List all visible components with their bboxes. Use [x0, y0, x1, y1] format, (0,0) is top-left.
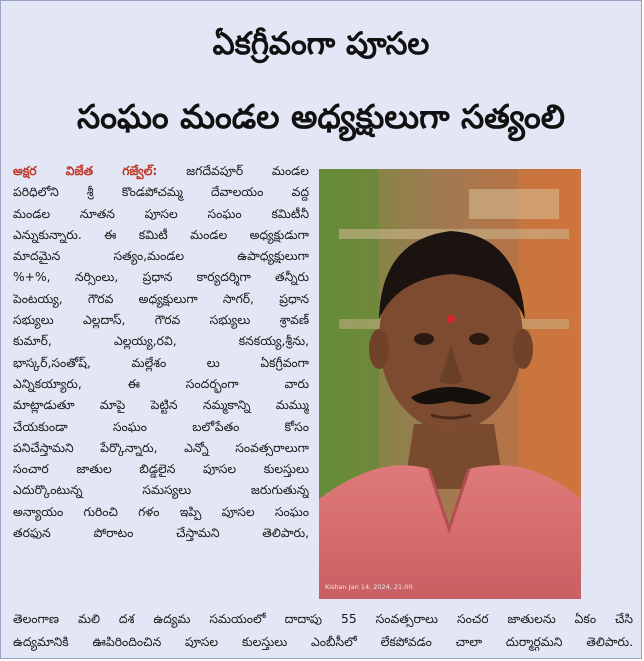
body-line: పెంటయ్య, గౌరవ అధ్యక్షులుగా సాగర్, ప్రధాన	[13, 291, 309, 306]
body-line: చేయకుండా సంఘం బలోపేతం కోసం	[13, 419, 309, 434]
body-full-line: ఉద్యమానికి ఊపిరిందించిన పూసల కులస్తులు ఎంబీసీలో లేకపోవడం చాలా దుర్మార్గమని తెలిపారు.	[13, 635, 633, 649]
body-line: తరఫున పోరాటం చేస్తామని తెలిపారు,	[13, 526, 309, 541]
body-line: పనిచేస్తామని పేర్కొన్నారు, ఎన్నో సంవత్సరాలుగా	[13, 440, 309, 455]
body-line: సంచార జాతుల బిడ్డలైన పూసల కులస్తులు	[13, 462, 309, 477]
body-line: ఎన్నికయ్యారు, ఈ సందర్భంగా వారు	[13, 376, 309, 391]
body-line: మండల నూతన పూసల సంఘం కమిటీనీ	[13, 206, 309, 221]
headline-line-2: సంఘం మండల అధ్యక్షులుగా సత్యంలి	[77, 97, 565, 136]
body-line: పరిధిలోని శ్రీ కొండపోచమ్మ దేవాలయం వద్ద	[13, 185, 309, 200]
article-body-column	[13, 161, 309, 544]
body-line: ఎదుర్కొంటున్న సమస్యలు జరుగుతున్న	[13, 483, 309, 498]
body-line-text: జగదేవపూర్ మండల	[186, 164, 309, 178]
dateline: అక్షర విజేత గజ్వేల్:	[13, 164, 158, 178]
body-line-first	[13, 161, 309, 182]
body-line: %+%, నర్సింలు, ప్రధాన కార్యదర్శిగా తన్నీరు	[13, 270, 309, 285]
photo-caption: Kishan Jan 14, 2024, 21:00	[325, 583, 413, 591]
body-line: మాట్లాడుతూ మాపై పెట్టిన నమ్మకాన్ని మమ్ము	[13, 398, 309, 413]
body-line: ఎన్నుకున్నారు. ఈ కమిటీ మండల అధ్యక్షుడుగా	[13, 227, 309, 242]
portrait-illustration	[319, 169, 581, 599]
portrait-photo	[319, 169, 581, 599]
body-line: సభ్యులు ఎల్లదాస్, గౌరవ సభ్యులు శ్రావణ్	[13, 313, 309, 328]
body-line: అన్యాయం గురించి గళం ఇప్పి పూసల సంఘం	[13, 504, 309, 519]
headline-line-1: ఏకగ్రీవంగా పూసల	[212, 26, 430, 62]
body-full-line: తెలంగాణ మలి దశ ఉద్యమ సమయంలో దాదాపు 55 సంవత్సరాలు సంచర జాతులను ఏకం చేసి	[13, 612, 633, 626]
body-line: మాదమైన సత్యం,మండల ఉపాధ్యక్షులుగా	[13, 249, 309, 264]
body-line: భాస్కర్,సంతోష్, మల్లేశం లు ఏకగ్రీవంగా	[13, 355, 309, 370]
body-line: కుమార్, ఎల్లయ్య,రవి, కనకయ్య,శ్రీను,	[13, 334, 309, 349]
